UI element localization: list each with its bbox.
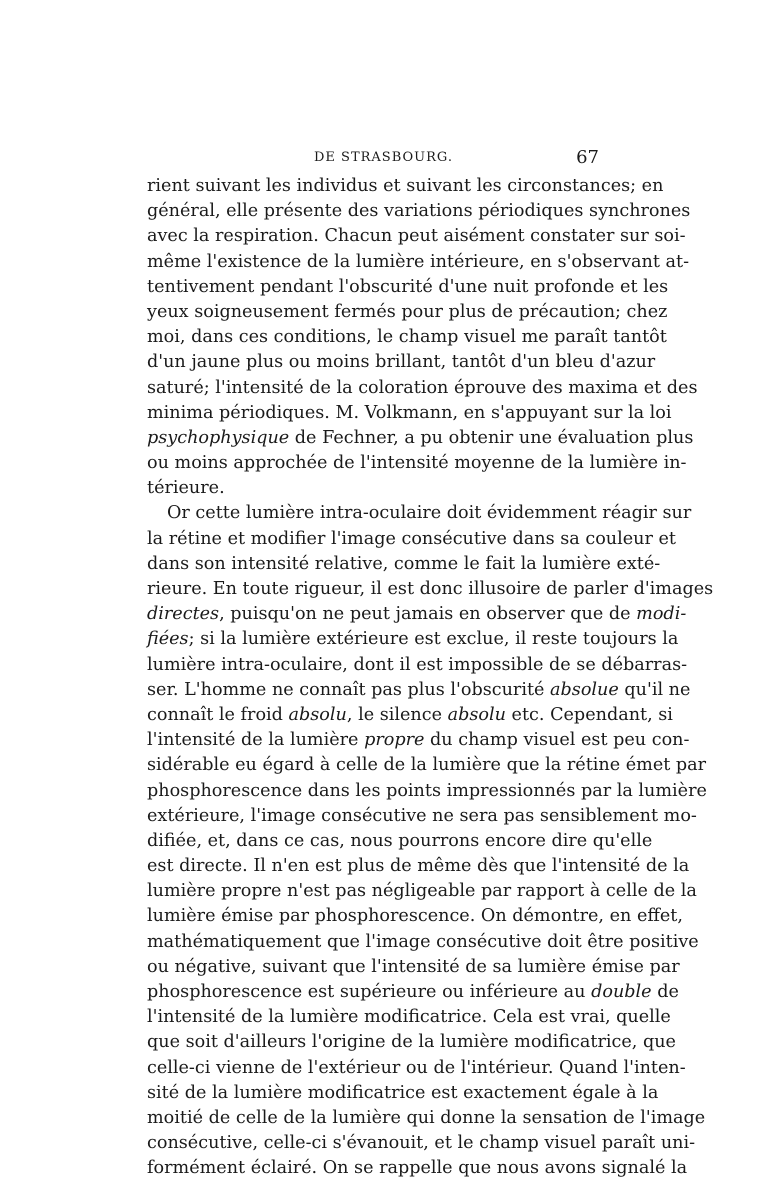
text-line: est directe. Il n'en est plus de même dès que l'intensité de la <box>147 856 690 877</box>
text-line: extérieure, l'image consécutive ne sera pas sensiblement mo- <box>147 805 697 826</box>
text-line: minima périodiques. M. Volkmann, en s'appuyant sur la loi <box>147 402 672 423</box>
text-line: consécutive, celle-ci s'évanouit, et le champ visuel paraît uni- <box>147 1133 696 1154</box>
text-line: lumière émise par phosphorescence. On démontre, en effet, <box>147 906 683 927</box>
text-line: mathématiquement que l'image consécutive doit être positive <box>147 931 699 952</box>
text-line: ou négative, suivant que l'intensité de sa lumière émise par <box>147 956 680 977</box>
text-line: la rétine et modifier l'image consécutive dans sa couleur et <box>147 528 676 549</box>
text-line: ou moins approchée de l'intensité moyenne de la lumière in- <box>147 453 687 474</box>
text-line: moitié de celle de la lumière qui donne la sensation de l'image <box>147 1107 706 1128</box>
text-line: térieure. <box>147 478 225 499</box>
body-text <box>147 174 714 1182</box>
text-line: psychophysique de Fechner, a pu obtenir une évaluation plus <box>147 427 694 448</box>
text-line: formément éclairé. On se rappelle que nous avons signalé la <box>147 1158 688 1179</box>
text-line: celle-ci vienne de l'extérieur ou de l'intérieur. Quand l'inten- <box>147 1057 686 1078</box>
text-line: l'intensité de la lumière propre du champ visuel est peu con- <box>147 730 690 751</box>
text-line: saturé; l'intensité de la coloration éprouve des maxima et des <box>147 377 698 398</box>
text-line: dans son intensité relative, comme le fait la lumière exté- <box>147 553 661 574</box>
text-line: yeux soigneusement fermés pour plus de précaution; chez <box>147 301 668 322</box>
text-line: général, elle présente des variations périodiques synchrones <box>147 201 691 222</box>
text-line: fiées; si la lumière extérieure est exclue, il reste toujours la <box>147 629 679 650</box>
text-line: d'un jaune plus ou moins brillant, tantôt d'un bleu d'azur <box>147 352 656 373</box>
text-line: difiée, et, dans ce cas, nous pourrons encore dire qu'elle <box>147 830 653 851</box>
text-line: phosphorescence dans les points impressionnés par la lumière <box>147 780 707 801</box>
text-line: rieure. En toute rigueur, il est donc illusoire de parler d'images <box>147 579 714 599</box>
text-line: avec la respiration. Chacun peut aisément constater sur soi- <box>147 226 686 247</box>
text-line: même l'existence de la lumière intérieure, en s'observant at- <box>147 251 690 272</box>
page-header <box>147 147 599 174</box>
text-line: Or cette lumière intra-oculaire doit évidemment réagir sur <box>167 503 692 524</box>
text-line: rient suivant les individus et suivant les circonstances; en <box>147 176 664 196</box>
running-head: DE STRASBOURG. <box>314 150 453 165</box>
text-line: directes, puisqu'on ne peut jamais en observer que de modi- <box>147 604 687 625</box>
page-number: 67 <box>576 147 599 168</box>
text-line: tentivement pendant l'obscurité d'une nuit profonde et les <box>147 276 669 297</box>
text-line: phosphorescence est supérieure ou inférieure au double de <box>147 982 679 1002</box>
text-line: sité de la lumière modificatrice est exactement égale à la <box>147 1082 659 1103</box>
text-line: sidérable eu égard à celle de la lumière que la rétine émet par <box>147 755 707 776</box>
text-line: moi, dans ces conditions, le champ visuel me paraît tantôt <box>147 327 667 348</box>
text-line: lumière propre n'est pas négligeable par rapport à celle de la <box>147 881 697 902</box>
text-line: lumière intra-oculaire, dont il est impossible de se débarras- <box>147 654 688 675</box>
text-line: que soit d'ailleurs l'origine de la lumière modificatrice, que <box>147 1032 676 1053</box>
text-line: ser. L'homme ne connaît pas plus l'obscurité absolue qu'il ne <box>147 679 691 700</box>
text-line: l'intensité de la lumière modificatrice. Cela est vrai, quelle <box>147 1007 671 1028</box>
text-line: connaît le froid absolu, le silence absolu etc. Cependant, si <box>147 704 673 725</box>
